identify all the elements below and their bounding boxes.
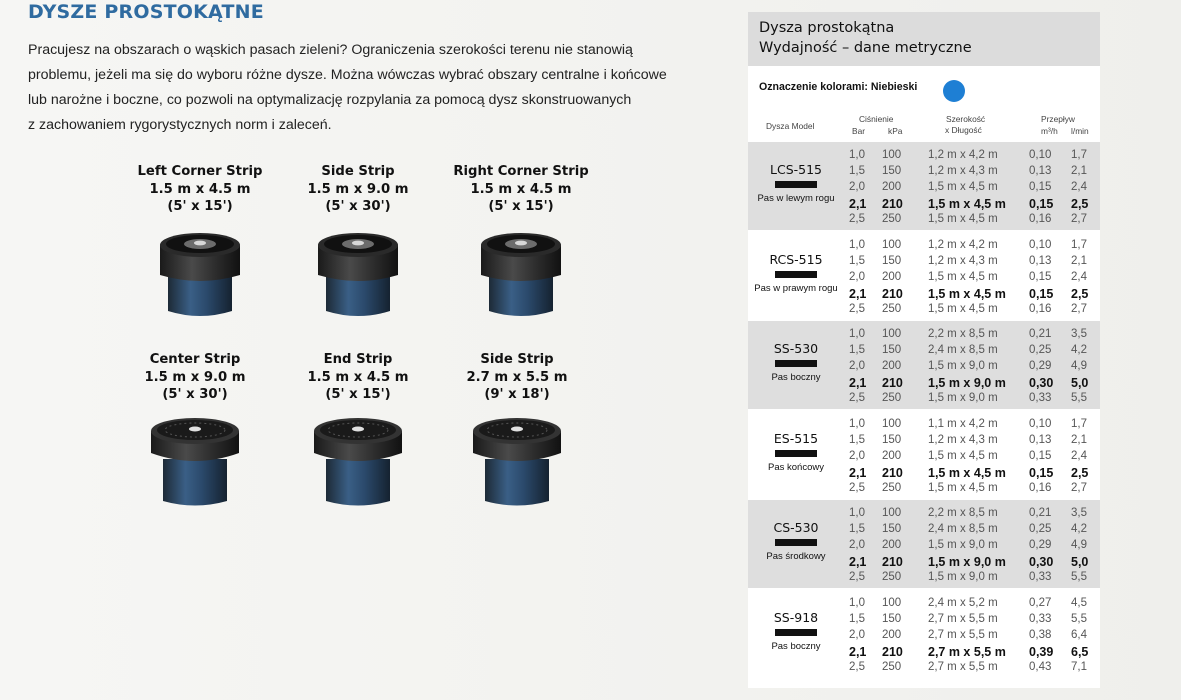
spray-dimensions: 1,5 m x 4,5 m (928, 270, 998, 283)
pressure-bar: 1,0 (849, 328, 865, 340)
product-name: Left Corner Strip (137, 164, 263, 179)
pressure-kpa: 210 (882, 465, 903, 480)
pressure-bar: 1,5 (849, 612, 865, 625)
col-header-width: Szerokość (946, 114, 986, 124)
intro-line: problemu, jeżeli ma się do wyboru różne dysze. Można wówczas wybrać obszary centralne i końcowe (28, 67, 667, 83)
flow-lmin: 3,5 (1071, 507, 1087, 519)
pressure-bar: 2,5 (849, 302, 865, 315)
flow-m3h: 0,15 (1029, 270, 1052, 283)
product-dimensions: 1.5 m x 4.5 m (470, 181, 572, 197)
flow-lmin: 2,5 (1071, 465, 1089, 480)
table-row (748, 286, 1100, 302)
col-header-flow: Przepływ (1041, 114, 1075, 124)
flow-lmin: 1,7 (1071, 149, 1087, 161)
flow-lmin: 2,7 (1071, 302, 1087, 315)
flow-m3h: 0,27 (1029, 596, 1052, 609)
spray-dimensions: 2,7 m x 5,5 m (928, 628, 998, 641)
nozzle-image (147, 413, 243, 509)
nozzle-image (473, 225, 569, 321)
pressure-kpa: 210 (882, 644, 903, 659)
performance-panel (748, 12, 1100, 688)
pressure-bar: 1,5 (849, 344, 865, 356)
nozzle-image (469, 413, 565, 509)
flow-m3h: 0,39 (1029, 644, 1054, 659)
table-row (748, 417, 1100, 433)
pressure-bar: 2,0 (849, 449, 865, 462)
flow-lmin: 4,2 (1071, 344, 1087, 356)
flow-m3h: 0,10 (1029, 149, 1052, 161)
flow-lmin: 2,1 (1071, 433, 1087, 446)
pressure-kpa: 200 (882, 628, 902, 641)
product-name: Side Strip (480, 352, 554, 367)
flow-lmin: 5,5 (1071, 571, 1087, 583)
model-group (748, 232, 1100, 320)
spray-dimensions: 1,2 m x 4,3 m (928, 433, 998, 446)
flow-lmin: 2,1 (1071, 165, 1087, 177)
pressure-bar: 1,0 (849, 596, 865, 609)
pressure-kpa: 150 (882, 344, 902, 356)
flow-m3h: 0,30 (1029, 555, 1054, 569)
spray-dimensions: 1,5 m x 4,5 m (928, 213, 998, 225)
pressure-bar: 2,1 (849, 376, 867, 390)
flow-lmin: 4,2 (1071, 523, 1087, 535)
spray-dimensions: 1,5 m x 4,5 m (928, 449, 998, 462)
spray-dimensions: 1,2 m x 4,2 m (928, 238, 998, 251)
table-row (748, 644, 1100, 660)
pressure-kpa: 100 (882, 417, 902, 430)
pressure-kpa: 250 (882, 481, 902, 494)
flow-lmin: 5,5 (1071, 612, 1087, 625)
panel-header (748, 12, 1100, 66)
table-row (748, 481, 1100, 497)
table-row (748, 449, 1100, 465)
spray-dimensions: 1,5 m x 9,0 m (928, 376, 1006, 390)
product-dimensions: 1.5 m x 4.5 m (307, 369, 409, 385)
pressure-bar: 1,0 (849, 238, 865, 251)
table-row (748, 660, 1100, 676)
flow-m3h: 0,16 (1029, 481, 1052, 494)
pressure-kpa: 150 (882, 433, 902, 446)
table-row (748, 570, 1100, 586)
flow-m3h: 0,13 (1029, 433, 1052, 446)
product-imperial: (9' x 18') (484, 387, 550, 402)
pressure-bar: 1,5 (849, 165, 865, 177)
pressure-kpa: 100 (882, 328, 902, 340)
pressure-bar: 2,1 (849, 197, 867, 211)
model-group (748, 590, 1100, 678)
flow-lmin: 5,0 (1071, 376, 1089, 390)
pressure-kpa: 210 (882, 197, 903, 211)
spray-dimensions: 2,4 m x 5,2 m (928, 596, 998, 609)
col-header-pressure: Ciśnienie (859, 114, 894, 124)
flow-lmin: 2,4 (1071, 449, 1087, 462)
flow-m3h: 0,10 (1029, 417, 1052, 430)
flow-m3h: 0,16 (1029, 213, 1052, 225)
product-name: Center Strip (149, 352, 241, 367)
pressure-kpa: 100 (882, 238, 902, 251)
flow-m3h: 0,15 (1029, 449, 1052, 462)
pressure-kpa: 150 (882, 165, 902, 177)
flow-lmin: 3,5 (1071, 328, 1087, 340)
spray-dimensions: 1,5 m x 9,0 m (928, 555, 1006, 569)
flow-lmin: 2,4 (1071, 181, 1087, 193)
table-row (748, 465, 1100, 481)
table-row (748, 327, 1100, 343)
spray-dimensions: 1,5 m x 4,5 m (928, 302, 998, 315)
pressure-kpa: 200 (882, 449, 902, 462)
pressure-bar: 2,0 (849, 539, 865, 551)
product-card (427, 351, 607, 509)
flow-m3h: 0,15 (1029, 181, 1052, 193)
model-description: Pas środkowy (766, 551, 826, 562)
intro-line: z zachowaniem rygorystycznych norm i zaleceń. (28, 117, 332, 133)
flow-lmin: 2,7 (1071, 481, 1087, 494)
table-row (748, 430, 1100, 449)
flow-lmin: 4,9 (1071, 539, 1087, 551)
spray-dimensions: 1,2 m x 4,2 m (928, 149, 998, 161)
nozzle-image (310, 225, 406, 321)
pressure-kpa: 250 (882, 571, 902, 583)
table-row (748, 164, 1100, 180)
intro-line: Pracujesz na obszarach o wąskich pasach zieleni? Ograniczenia szerokości terenu nie stanowią (28, 42, 633, 58)
spray-dimensions: 2,7 m x 5,5 m (928, 612, 998, 625)
product-card (110, 163, 290, 321)
flow-m3h: 0,29 (1029, 360, 1052, 372)
nozzle-image (310, 413, 406, 509)
color-legend-dot (943, 80, 965, 102)
product-name: End Strip (323, 352, 393, 367)
flow-m3h: 0,25 (1029, 523, 1052, 535)
product-imperial: (5' x 30') (162, 387, 228, 402)
intro-line: lub narożne i boczne, co pozwoli na optymalizację rozpylania za pomocą dysz skonstruowanych (28, 92, 632, 108)
pressure-bar: 2,5 (849, 571, 865, 583)
model-group (748, 321, 1100, 409)
model-name: CS-530 (773, 520, 819, 535)
pressure-kpa: 100 (882, 596, 902, 609)
table-row (748, 609, 1100, 628)
nozzle-image (152, 225, 248, 321)
pressure-bar: 2,1 (849, 644, 867, 659)
pressure-kpa: 250 (882, 213, 902, 225)
pressure-bar: 1,5 (849, 254, 865, 267)
model-name: RCS-515 (769, 251, 823, 267)
col-header-length: x Długość (945, 125, 982, 135)
flow-lmin: 2,1 (1071, 254, 1087, 267)
spray-dimensions: 1,5 m x 9,0 m (928, 392, 998, 404)
spray-dimensions: 1,5 m x 9,0 m (928, 571, 998, 583)
flow-m3h: 0,21 (1029, 328, 1052, 340)
pressure-kpa: 100 (882, 149, 902, 161)
col-header-kpa: kPa (888, 126, 903, 136)
pressure-bar: 1,5 (849, 523, 865, 535)
spray-dimensions: 2,2 m x 8,5 m (928, 328, 998, 340)
spray-dimensions: 1,5 m x 4,5 m (928, 465, 1006, 480)
flow-m3h: 0,43 (1029, 660, 1052, 673)
model-description: Pas końcowy (768, 461, 824, 473)
col-header-bar: Bar (852, 126, 866, 136)
spray-dimensions: 1,5 m x 4,5 m (928, 197, 1006, 211)
flow-lmin: 5,0 (1071, 555, 1089, 569)
pressure-bar: 2,5 (849, 213, 865, 225)
pressure-kpa: 250 (882, 392, 902, 404)
model-description: Pas w lewym rogu (757, 193, 835, 204)
pressure-bar: 2,0 (849, 360, 865, 372)
table-row (748, 628, 1100, 644)
table-row (748, 375, 1100, 391)
pressure-kpa: 150 (882, 254, 902, 267)
spray-dimensions: 2,7 m x 5,5 m (928, 644, 1006, 659)
spray-dimensions: 1,5 m x 9,0 m (928, 360, 998, 372)
product-name: Side Strip (321, 164, 395, 179)
table-row (748, 251, 1100, 270)
flow-lmin: 6,4 (1071, 628, 1087, 641)
page-title: DYSZE PROSTOKĄTNE (28, 1, 264, 23)
pressure-kpa: 210 (882, 376, 903, 390)
flow-lmin: 1,7 (1071, 238, 1087, 251)
pressure-kpa: 250 (882, 660, 902, 673)
flow-m3h: 0,25 (1029, 344, 1052, 356)
pressure-bar: 2,5 (849, 392, 865, 404)
spray-dimensions: 2,2 m x 8,5 m (928, 507, 998, 519)
panel-subtitle: Wydajność – dane metryczne (759, 40, 972, 56)
flow-m3h: 0,13 (1029, 254, 1052, 267)
spray-dimensions: 2,4 m x 8,5 m (928, 523, 998, 535)
product-imperial: (5' x 15') (488, 199, 554, 214)
table-row (748, 343, 1100, 359)
intro-paragraph (28, 38, 728, 138)
color-legend-label: Oznaczenie kolorami: Niebieski (759, 81, 918, 93)
model-name: SS-530 (773, 341, 819, 356)
pressure-kpa: 210 (882, 555, 903, 569)
flow-lmin: 2,4 (1071, 270, 1087, 283)
spray-dimensions: 1,5 m x 4,5 m (928, 181, 998, 193)
pressure-kpa: 210 (882, 286, 903, 301)
table-row (748, 238, 1100, 254)
product-dimensions: 1.5 m x 9.0 m (144, 369, 246, 385)
spray-dimensions: 2,4 m x 8,5 m (928, 344, 998, 356)
table-row (748, 391, 1100, 407)
col-header-model: Dysza Model (766, 121, 815, 131)
pressure-bar: 2,1 (849, 555, 867, 569)
spray-dimensions: 1,5 m x 9,0 m (928, 539, 998, 551)
pressure-bar: 2,0 (849, 270, 865, 283)
table-row (748, 596, 1100, 612)
pressure-kpa: 200 (882, 539, 902, 551)
flow-m3h: 0,33 (1029, 392, 1052, 404)
product-imperial: (5' x 30') (325, 199, 391, 214)
flow-m3h: 0,16 (1029, 302, 1052, 315)
model-group (748, 142, 1100, 230)
pressure-kpa: 200 (882, 360, 902, 372)
table-row (748, 180, 1100, 196)
table-row (748, 270, 1100, 286)
model-description: Pas boczny (771, 640, 821, 652)
flow-m3h: 0,38 (1029, 628, 1052, 641)
model-group (748, 411, 1100, 499)
model-group (748, 500, 1100, 588)
pressure-bar: 2,0 (849, 181, 865, 193)
pressure-bar: 1,0 (849, 417, 865, 430)
pressure-kpa: 100 (882, 507, 902, 519)
model-description: Pas boczny (771, 372, 821, 383)
flow-m3h: 0,13 (1029, 165, 1052, 177)
spray-dimensions: 2,7 m x 5,5 m (928, 660, 998, 673)
spray-dimensions: 1,2 m x 4,3 m (928, 165, 998, 177)
table-row (748, 554, 1100, 570)
table-row (748, 506, 1100, 522)
table-row (748, 359, 1100, 375)
product-card (268, 163, 448, 321)
product-name: Right Corner Strip (453, 164, 589, 179)
product-imperial: (5' x 15') (167, 199, 233, 214)
pressure-kpa: 200 (882, 270, 902, 283)
flow-lmin: 4,5 (1071, 596, 1087, 609)
pressure-kpa: 250 (882, 302, 902, 315)
flow-m3h: 0,21 (1029, 507, 1052, 519)
model-description: Pas w prawym rogu (754, 282, 838, 294)
flow-m3h: 0,15 (1029, 465, 1054, 480)
flow-m3h: 0,15 (1029, 197, 1054, 211)
flow-lmin: 2,7 (1071, 213, 1087, 225)
spray-dimensions: 1,1 m x 4,2 m (928, 417, 998, 430)
flow-lmin: 7,1 (1071, 660, 1087, 673)
product-dimensions: 1.5 m x 4.5 m (149, 181, 251, 197)
product-card (105, 351, 285, 509)
flow-lmin: 2,5 (1071, 197, 1089, 211)
table-row (748, 196, 1100, 212)
flow-m3h: 0,15 (1029, 286, 1054, 301)
table-row (748, 302, 1100, 318)
model-name: LCS-515 (770, 162, 822, 177)
product-card (268, 351, 448, 509)
spray-dimensions: 1,5 m x 4,5 m (928, 286, 1006, 301)
pressure-kpa: 200 (882, 181, 902, 193)
pressure-bar: 1,5 (849, 433, 865, 446)
pressure-bar: 1,0 (849, 149, 865, 161)
panel-title: Dysza prostokątna (759, 20, 895, 36)
table-row (748, 522, 1100, 538)
table-row (748, 538, 1100, 554)
flow-m3h: 0,33 (1029, 571, 1052, 583)
flow-lmin: 6,5 (1071, 644, 1089, 659)
pressure-bar: 2,1 (849, 286, 867, 301)
flow-lmin: 5,5 (1071, 392, 1087, 404)
col-header-m3h: m³/h (1041, 126, 1058, 136)
product-dimensions: 2.7 m x 5.5 m (466, 369, 568, 385)
flow-lmin: 1,7 (1071, 417, 1087, 430)
pressure-kpa: 150 (882, 612, 902, 625)
table-row (748, 148, 1100, 164)
flow-m3h: 0,30 (1029, 376, 1054, 390)
model-name: ES-515 (773, 430, 819, 446)
flow-m3h: 0,10 (1029, 238, 1052, 251)
flow-m3h: 0,29 (1029, 539, 1052, 551)
table-row (748, 212, 1100, 228)
pressure-kpa: 150 (882, 523, 902, 535)
flow-lmin: 2,5 (1071, 286, 1089, 301)
pressure-bar: 2,1 (849, 465, 867, 480)
product-imperial: (5' x 15') (325, 387, 391, 402)
flow-lmin: 4,9 (1071, 360, 1087, 372)
pressure-bar: 2,5 (849, 660, 865, 673)
spray-dimensions: 1,5 m x 4,5 m (928, 481, 998, 494)
product-dimensions: 1.5 m x 9.0 m (307, 181, 409, 197)
spray-dimensions: 1,2 m x 4,3 m (928, 254, 998, 267)
flow-m3h: 0,33 (1029, 612, 1052, 625)
col-header-lmin: l/min (1071, 126, 1089, 136)
model-name: SS-918 (773, 609, 819, 625)
product-card (431, 163, 611, 321)
pressure-bar: 2,5 (849, 481, 865, 494)
pressure-bar: 1,0 (849, 507, 865, 519)
pressure-bar: 2,0 (849, 628, 865, 641)
